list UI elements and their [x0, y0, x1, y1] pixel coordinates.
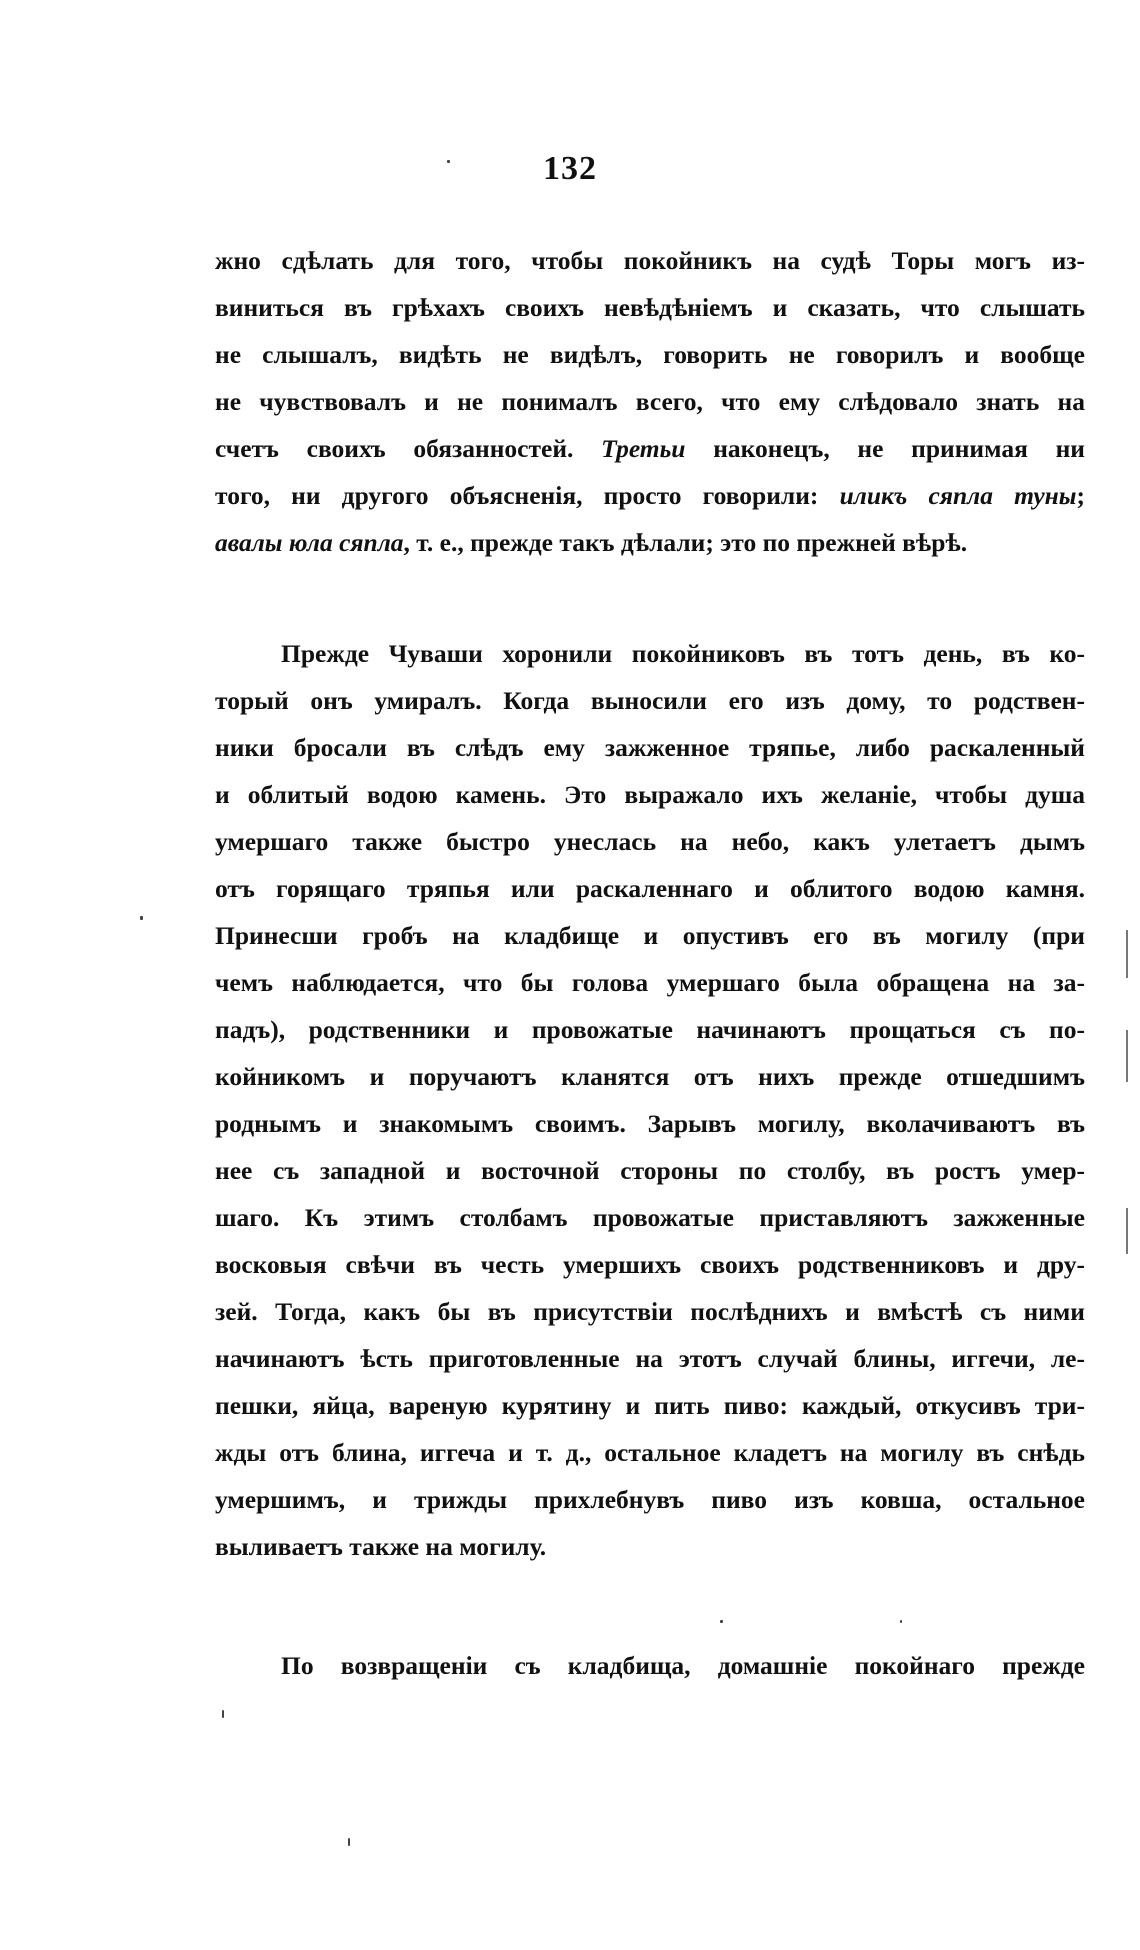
text-line: По возвращеніи съ кладбища, домашніе покойнаго прежде — [281, 1651, 1085, 1680]
scan-speck — [720, 1620, 723, 1623]
text-line: Принесши гробъ на кладбище и опустивъ его въ могилу (при — [215, 921, 1085, 950]
text-line: ники бросали въ слѣдъ ему зажженное тряпье, либо раскаленный — [215, 733, 1085, 762]
text-line: нее съ западной и восточной стороны по столбу, въ ростъ умер- — [215, 1156, 1085, 1185]
scan-speck — [222, 1710, 224, 1718]
text-line: не чувствовалъ и не понималъ всего, что ему слѣдовало знать на — [215, 387, 1085, 416]
text-line: падъ), родственники и провожатые начинаютъ прощаться съ по- — [215, 1015, 1085, 1044]
scan-speck — [900, 1620, 902, 1623]
text-line: Прежде Чуваши хоронили покойниковъ въ тотъ день, въ ко- — [281, 639, 1085, 668]
text-line: шаго. Къ этимъ столбамъ провожатые приставляютъ зажженные — [215, 1203, 1085, 1232]
scan-margin-line — [1126, 930, 1128, 978]
text-line: восковыя свѣчи въ честь умершихъ своихъ родственниковъ и дру- — [215, 1250, 1085, 1279]
text-line: умершаго также быстро унеслась на небо, какъ улетаетъ дымъ — [215, 827, 1085, 856]
text-line: не слышалъ, видѣть не видѣлъ, говорить не говорилъ и вообще — [215, 340, 1085, 369]
emphasis-text: Третьи — [601, 434, 686, 463]
text-line: зей. Тогда, какъ бы въ присутствіи послѣднихъ и вмѣстѣ съ ними — [215, 1297, 1085, 1326]
scan-margin-line — [1126, 1030, 1128, 1082]
text-line: виниться въ грѣхахъ своихъ невѣдѣніемъ и сказать, что слышать — [215, 293, 1085, 322]
text-line: и облитый водою камень. Это выражало ихъ желаніе, чтобы душа — [215, 780, 1085, 809]
scan-speck — [140, 916, 143, 920]
text-line: выливаетъ также на могилу. — [215, 1532, 547, 1561]
scan-speck — [348, 1838, 350, 1846]
text-line: жно сдѣлать для того, чтобы покойникъ на судѣ Торы могъ из- — [215, 246, 1085, 275]
text-line: койникомъ и поручаютъ кланятся отъ нихъ прежде отшедшимъ — [215, 1062, 1085, 1091]
paragraph-3 — [215, 1642, 1085, 1689]
text-line: того, ни другого объясненія, просто говорили: иликъ сяпла туны; — [215, 481, 1085, 510]
text-line: пешки, яйца, вареную курятину и пить пиво: каждый, откусивъ три- — [215, 1391, 1085, 1420]
text-line: счетъ своихъ обязанностей. Третьи наконецъ, не принимая ни — [215, 434, 1085, 463]
text-line: отъ горящаго тряпья или раскаленнаго и облитого водою камня. — [215, 874, 1085, 903]
text-line: начинаютъ ѣсть приготовленные на этотъ случай блины, иггечи, ле- — [215, 1344, 1085, 1373]
text-line: торый онъ умиралъ. Когда выносили его изъ дому, то родствен- — [215, 686, 1085, 715]
scan-speck — [447, 160, 450, 163]
text-line: чемъ наблюдается, что бы голова умершаго была обращена на за- — [215, 968, 1085, 997]
scan-margin-line — [1126, 1208, 1128, 1254]
paragraph-1 — [215, 237, 1085, 566]
text-line: роднымъ и знакомымъ своимъ. Зарывъ могилу, вколачиваютъ въ — [215, 1109, 1085, 1138]
page-number: 132 — [543, 150, 597, 187]
chuvash-phrase: иликъ сяпла туны — [839, 481, 1077, 510]
paragraph-2 — [215, 630, 1085, 1570]
text-line: авалы юла сяпла, т. е., прежде такъ дѣлали; это по прежней вѣрѣ. — [215, 528, 968, 557]
text-line: жды отъ блина, иггеча и т. д., остальное кладетъ на могилу въ снѣдь — [215, 1438, 1085, 1467]
text-line: умершимъ, и трижды прихлебнувъ пиво изъ ковша, остальное — [215, 1485, 1085, 1514]
chuvash-phrase: авалы юла сяпла — [215, 528, 404, 557]
